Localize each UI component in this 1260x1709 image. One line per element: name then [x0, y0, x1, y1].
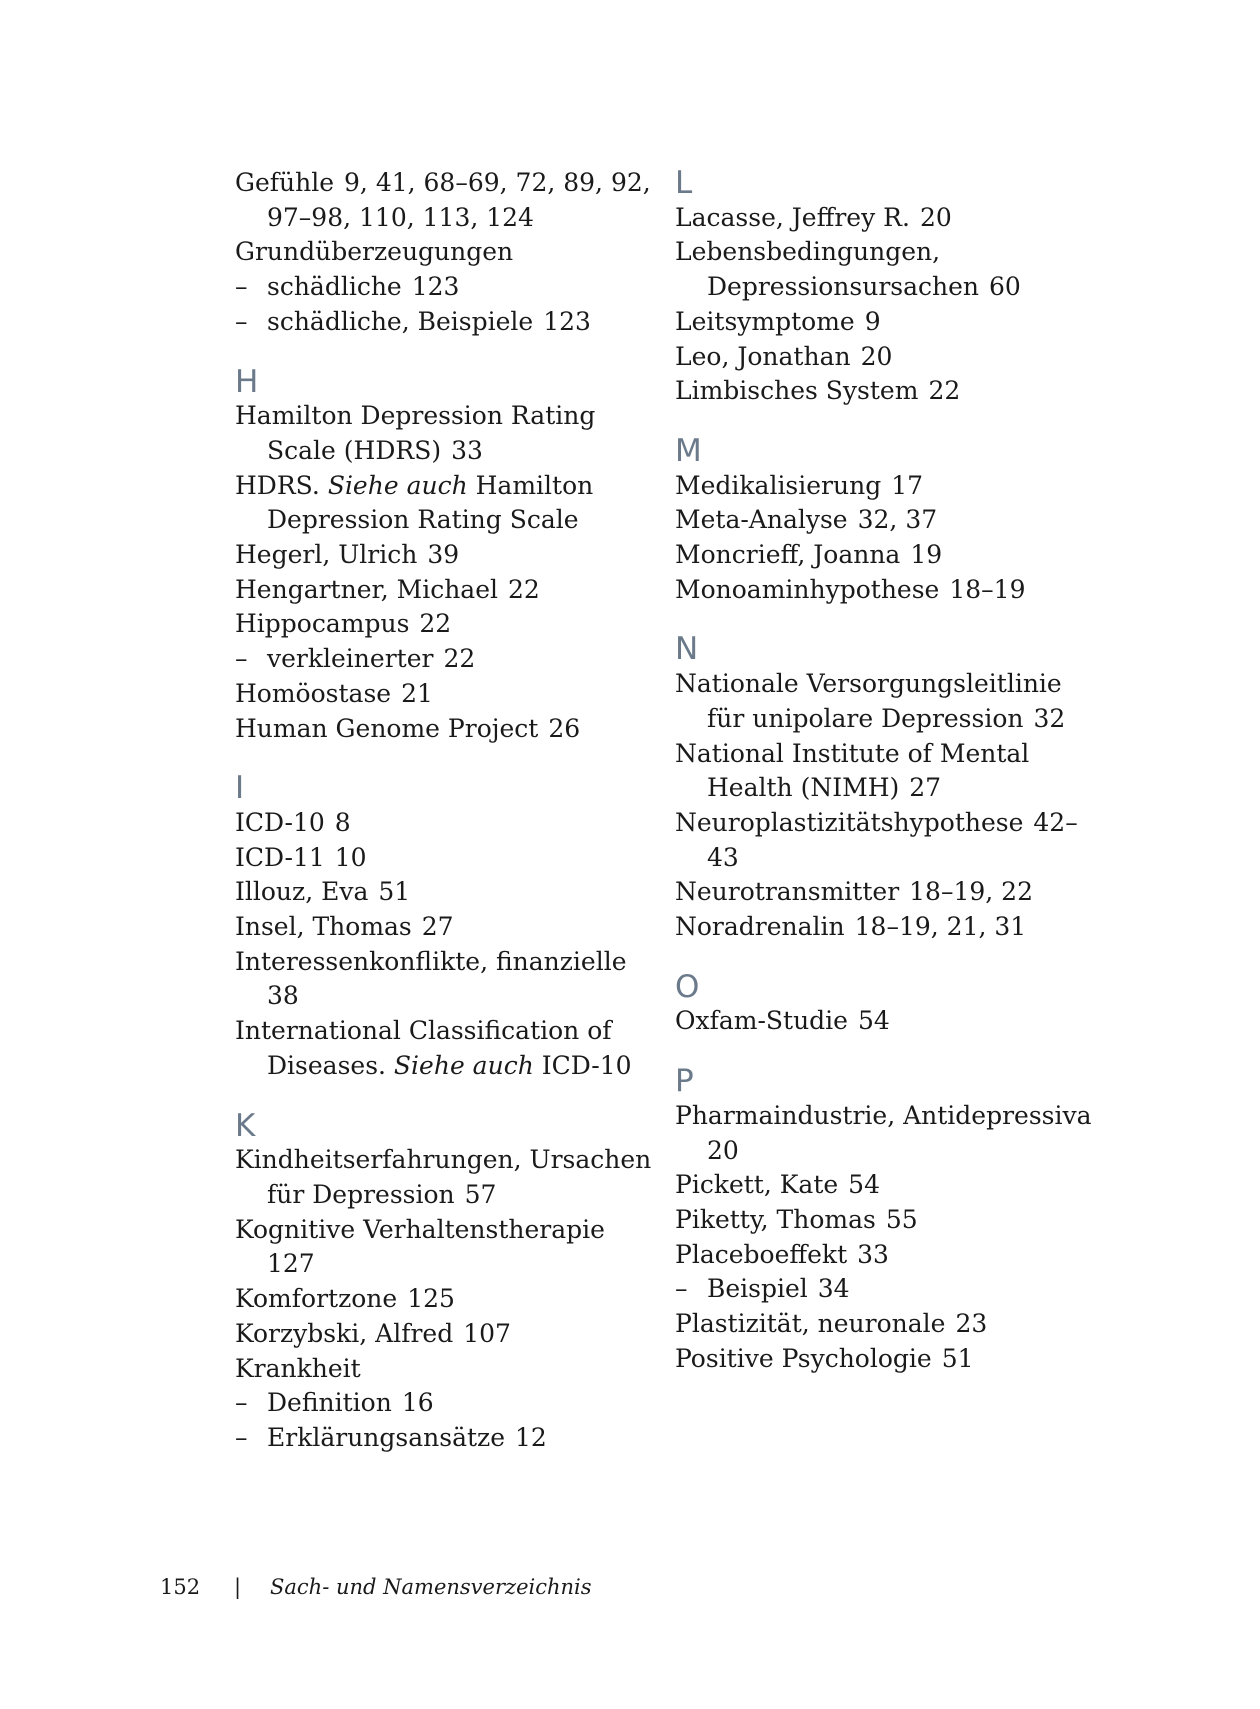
index-entry-continuation [235, 434, 655, 469]
index-entry [675, 469, 1095, 504]
index-entry [235, 1282, 655, 1317]
entry-text: 18–19, 22 [909, 877, 1033, 907]
index-entry [675, 806, 1095, 841]
entry-text: Hengartner, Michael [235, 574, 498, 604]
index-subentry [235, 305, 655, 340]
index-entry [235, 712, 655, 747]
entry-text: 33 [857, 1239, 889, 1269]
entry-text: 32, 37 [857, 505, 938, 535]
entry-text: 39 [427, 540, 460, 570]
entry-text: 16 [401, 1388, 434, 1418]
index-entry [675, 875, 1095, 910]
entry-text: Grundüberzeugungen [235, 237, 514, 267]
index-entry [235, 677, 655, 712]
index-entry [675, 503, 1095, 538]
entry-text: 34 [817, 1274, 850, 1304]
entry-text: 22 [508, 574, 540, 604]
running-title: Sach- und Namensverzeichnis [270, 1575, 592, 1599]
subentry-dash: – [235, 1388, 248, 1418]
entry-text: 38 [267, 981, 299, 1011]
entry-text: 18–19 [949, 574, 1026, 604]
index-entry [675, 737, 1095, 772]
page-footer [160, 1570, 592, 1604]
index-entry [675, 667, 1095, 702]
index-entry [235, 399, 655, 434]
index-entry [235, 573, 655, 608]
subentry-dash: – [235, 306, 248, 336]
entry-text: 42– [1033, 807, 1078, 837]
entry-text: 22 [928, 376, 961, 406]
entry-text: Korzybski, Alfred [235, 1318, 454, 1348]
entry-text: Krankheit [235, 1353, 361, 1383]
section-letter: H [235, 363, 259, 400]
index-entry [675, 235, 1095, 270]
entry-text: 123 [543, 306, 591, 336]
index-entry-continuation [675, 270, 1095, 305]
entry-text: Health (NIMH) [707, 773, 900, 803]
entry-text: International Classification of [235, 1016, 612, 1046]
index-entry [675, 573, 1095, 608]
entry-text: Moncrieff, Joanna [675, 540, 901, 570]
entry-text: 107 [463, 1318, 511, 1348]
entry-text: Interessenkonflikte, finanzielle [235, 946, 627, 976]
entry-text: 57 [464, 1179, 497, 1209]
page-number: 152 [160, 1575, 201, 1599]
entry-text: Monoaminhypothese [675, 574, 940, 604]
index-entry-continuation [235, 1247, 655, 1282]
index-entry [675, 1238, 1095, 1273]
entry-text: 127 [267, 1249, 315, 1279]
entry-text: Insel, Thomas [235, 912, 412, 942]
entry-text: 9, 41, 68–69, 72, 89, 92, [344, 168, 651, 197]
index-entry [235, 607, 655, 642]
index-entry [235, 235, 655, 270]
entry-text: HDRS. [235, 470, 328, 500]
entry-text: 9 [864, 306, 881, 336]
entry-text: ICD-10 [533, 1050, 632, 1080]
entry-text: 43 [707, 842, 739, 872]
entry-text: 125 [407, 1284, 455, 1314]
cross-reference: Siehe auch [393, 1050, 534, 1080]
section-spacer [235, 1084, 655, 1109]
index-entry [235, 166, 655, 201]
entry-text: Scale (HDRS) [267, 435, 442, 465]
entry-text: 22 [443, 644, 476, 674]
entry-text: 22 [419, 609, 452, 639]
index-entry [675, 374, 1095, 409]
index-entry [235, 1213, 655, 1248]
entry-text: schädliche, Beispiele [267, 306, 534, 336]
footer-separator: | [234, 1575, 242, 1599]
index-entry [675, 1203, 1095, 1238]
section-letter: N [675, 631, 699, 668]
section-letter: K [235, 1107, 256, 1144]
entry-text: Placeboeffekt [675, 1239, 848, 1269]
index-entry [235, 841, 655, 876]
index-entry [235, 945, 655, 980]
index-entry-continuation [675, 841, 1095, 876]
index-column-right [675, 166, 1095, 1377]
entry-text: Depression Rating Scale [267, 505, 579, 535]
entry-text: Definition [267, 1388, 392, 1418]
index-entry-continuation [675, 702, 1095, 737]
entry-text: schädliche [267, 272, 402, 302]
entry-text: 20 [707, 1135, 739, 1165]
section-spacer [235, 746, 655, 771]
subentry-dash: – [675, 1274, 688, 1304]
entry-text: ICD-11 [235, 842, 325, 872]
entry-text: 17 [891, 470, 924, 500]
entry-text: 10 [334, 842, 367, 872]
index-entry [675, 1099, 1095, 1134]
cross-reference: Siehe auch [327, 470, 468, 500]
section-letter: P [675, 1063, 694, 1100]
entry-text: für unipolare Depression [707, 703, 1024, 733]
section-letter: M [675, 432, 702, 469]
subentry-dash: – [235, 1422, 248, 1452]
section-spacer [675, 945, 1095, 970]
entry-text: ICD-10 [235, 807, 325, 837]
entry-text: Kindheitserfahrungen, Ursachen [235, 1145, 652, 1175]
index-entry-continuation [235, 1049, 655, 1084]
entry-text: 26 [548, 713, 581, 743]
index-subentry [235, 1421, 655, 1456]
entry-text: 12 [515, 1422, 547, 1452]
subentry-dash: – [235, 644, 248, 674]
index-entry-continuation [235, 979, 655, 1014]
entry-text: Limbisches System [675, 376, 919, 406]
index-subentry [235, 1386, 655, 1421]
entry-text: 19 [910, 540, 943, 570]
section-spacer [235, 340, 655, 365]
section-letter: I [235, 770, 245, 807]
index-subentry [235, 270, 655, 305]
entry-text: 51 [378, 877, 411, 907]
index-entry [235, 806, 655, 841]
entry-text: für Depression [267, 1179, 455, 1209]
index-entry [675, 340, 1095, 375]
entry-text: 123 [411, 272, 460, 302]
index-entry-continuation [675, 771, 1095, 806]
section-spacer [675, 1039, 1095, 1064]
entry-text: Noradrenalin [675, 912, 845, 942]
entry-text: 20 [860, 341, 893, 371]
index-entry [235, 1317, 655, 1352]
entry-text: Diseases. [267, 1050, 394, 1080]
entry-text: 23 [955, 1309, 988, 1339]
entry-text: Hegerl, Ulrich [235, 540, 418, 570]
entry-text: 20 [919, 202, 952, 232]
entry-text: 27 [909, 773, 942, 803]
index-entry [235, 1143, 655, 1178]
entry-text: Oxfam-Studie [675, 1006, 848, 1036]
index-entry [675, 1168, 1095, 1203]
section-letter: O [675, 968, 700, 1005]
entry-text: 8 [334, 807, 351, 837]
entry-text: Piketty, Thomas [675, 1204, 876, 1234]
index-entry [235, 538, 655, 573]
entry-text: 27 [421, 912, 454, 942]
entry-text: 55 [885, 1204, 918, 1234]
entry-text: Illouz, Eva [235, 877, 369, 907]
entry-text: Meta-Analyse [675, 505, 848, 535]
index-entry [675, 305, 1095, 340]
index-column-left [235, 166, 655, 1456]
entry-text: 18–19, 21, 31 [854, 912, 1027, 942]
entry-text: Pickett, Kate [675, 1170, 839, 1200]
section-spacer [675, 409, 1095, 434]
index-entry [675, 910, 1095, 945]
index-entry-continuation [675, 1134, 1095, 1169]
index-entry [235, 469, 655, 504]
section-letter: L [675, 165, 693, 201]
entry-text: Plastizität, neuronale [675, 1309, 946, 1339]
entry-text: Positive Psychologie [675, 1343, 932, 1373]
entry-text: 32 [1033, 703, 1066, 733]
entry-text: Pharmaindustrie, Antidepressiva [675, 1100, 1092, 1130]
index-entry [675, 1004, 1095, 1039]
entry-text: Hamilton [467, 470, 594, 500]
entry-text: Hamilton Depression Rating [235, 401, 596, 431]
index-subentry [235, 642, 655, 677]
entry-text: Lacasse, Jeffrey R. [675, 202, 910, 232]
subentry-dash: – [235, 272, 248, 302]
entry-text: Gefühle [235, 168, 335, 197]
entry-text: Neurotransmitter [675, 877, 900, 907]
entry-text: 97–98, 110, 113, 124 [267, 202, 534, 232]
entry-text: 54 [857, 1006, 890, 1036]
index-entry [235, 875, 655, 910]
entry-text: Lebensbedingungen, [675, 237, 941, 267]
entry-text: Human Genome Project [235, 713, 539, 743]
index-entry [235, 1352, 655, 1387]
entry-text: 54 [848, 1170, 880, 1200]
entry-text: Neuroplastizitätshypothese [675, 807, 1024, 837]
index-entry [675, 538, 1095, 573]
entry-text: Homöostase [235, 678, 392, 708]
entry-text: Komfortzone [235, 1284, 398, 1314]
entry-text: National Institute of Mental [675, 738, 1030, 768]
entry-text: 51 [941, 1343, 974, 1373]
entry-text: Leo, Jonathan [675, 341, 851, 371]
index-entry [675, 201, 1095, 236]
entry-text: Beispiel [707, 1274, 808, 1304]
entry-text: Medikalisierung [675, 470, 882, 500]
entry-text: Hippocampus [235, 609, 410, 639]
entry-text: 21 [401, 678, 433, 708]
entry-text: Nationale Versorgungsleitlinie [675, 669, 1062, 699]
entry-text: Leitsymptome [675, 306, 855, 336]
index-entry-continuation [235, 1178, 655, 1213]
index-entry [675, 1307, 1095, 1342]
index-entry-continuation [235, 503, 655, 538]
index-entry [235, 910, 655, 945]
index-entry [675, 1342, 1095, 1377]
entry-text: 60 [989, 272, 1021, 302]
section-spacer [675, 607, 1095, 632]
entry-text: 33 [451, 435, 483, 465]
entry-text: Erklärungsansätze [267, 1422, 505, 1452]
entry-text: verkleinerter [267, 644, 434, 674]
entry-text: Kognitive Verhaltenstherapie [235, 1214, 605, 1244]
entry-text: Depressionsursachen [707, 272, 980, 302]
index-entry-continuation [235, 201, 655, 236]
index-subentry [675, 1272, 1095, 1307]
index-entry [235, 1014, 655, 1049]
